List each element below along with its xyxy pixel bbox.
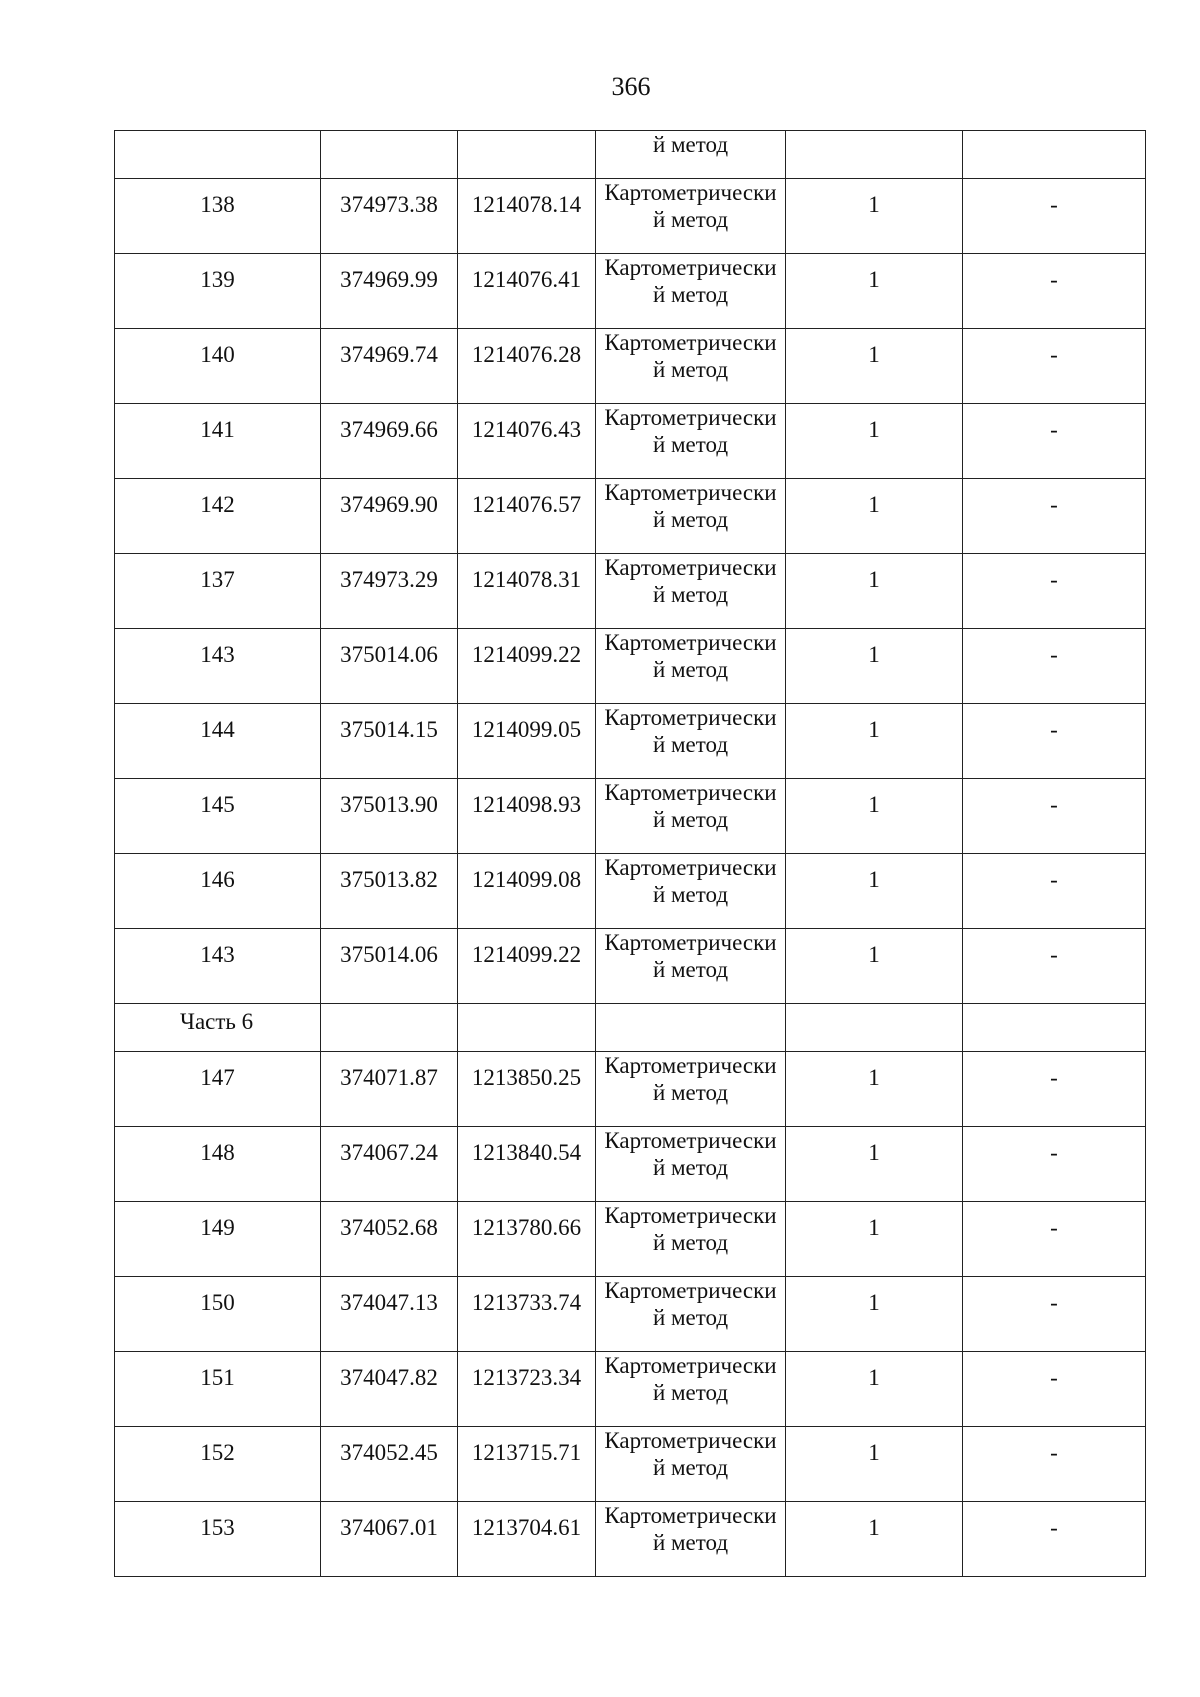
point-cell: 153 <box>115 1502 321 1577</box>
note-cell: - <box>963 704 1146 779</box>
point-cell: 152 <box>115 1427 321 1502</box>
coordinates-table <box>114 130 1146 1577</box>
method-line-2: й метод <box>652 507 729 532</box>
note-cell: - <box>963 1052 1146 1127</box>
method-line-2: й метод <box>652 657 729 682</box>
accuracy-cell: 1 <box>786 629 963 704</box>
x-coordinate-cell: 374969.99 <box>321 254 458 329</box>
method-cell <box>596 929 786 1004</box>
method-cell <box>596 629 786 704</box>
method-line-1: Картометрически <box>604 855 777 880</box>
method-line-2: й метод <box>652 1305 729 1330</box>
y-coordinate-cell: 1214099.22 <box>458 929 596 1004</box>
method-line-1: Картометрически <box>604 555 777 580</box>
table-row <box>115 1502 1146 1577</box>
method-line-2: й метод <box>652 207 729 232</box>
accuracy-cell: 1 <box>786 179 963 254</box>
y-coordinate-cell: 1213704.61 <box>458 1502 596 1577</box>
method-cell <box>596 854 786 929</box>
method-line-2: й метод <box>652 1530 729 1555</box>
table-row <box>115 629 1146 704</box>
accuracy-cell: 1 <box>786 479 963 554</box>
method-line-1: Картометрически <box>604 1353 777 1378</box>
note-cell: - <box>963 779 1146 854</box>
table-row <box>115 404 1146 479</box>
page-number: 366 <box>611 72 651 101</box>
table-row <box>115 179 1146 254</box>
method-line-2: й метод <box>652 282 729 307</box>
y-coordinate-cell: 1213733.74 <box>458 1277 596 1352</box>
point-cell: 142 <box>115 479 321 554</box>
note-cell: - <box>963 254 1146 329</box>
note-cell: - <box>963 329 1146 404</box>
table-row <box>115 779 1146 854</box>
method-cell <box>596 1427 786 1502</box>
note-cell: - <box>963 1352 1146 1427</box>
table-row <box>115 704 1146 779</box>
method-line-1: Картометрически <box>604 480 777 505</box>
method-cell <box>596 1277 786 1352</box>
note-cell: - <box>963 1202 1146 1277</box>
table-row <box>115 854 1146 929</box>
y-coordinate-cell: 1213715.71 <box>458 1427 596 1502</box>
x-coordinate-cell: 375014.06 <box>321 629 458 704</box>
accuracy-cell: 1 <box>786 1202 963 1277</box>
note-cell: - <box>963 479 1146 554</box>
method-cell <box>596 1502 786 1577</box>
x-coordinate-cell: 375014.15 <box>321 704 458 779</box>
method-line-1: Картометрически <box>604 1278 777 1303</box>
y-coordinate-cell: 1214078.14 <box>458 179 596 254</box>
table-row <box>115 1127 1146 1202</box>
y-coordinate-cell: 1213840.54 <box>458 1127 596 1202</box>
point-cell: 146 <box>115 854 321 929</box>
accuracy-cell: 1 <box>786 1052 963 1127</box>
x-coordinate-cell: 374969.66 <box>321 404 458 479</box>
accuracy-cell: 1 <box>786 1277 963 1352</box>
point-cell: 148 <box>115 1127 321 1202</box>
method-line-1: Картометрически <box>604 1203 777 1228</box>
method-line-1: Картометрически <box>604 1428 777 1453</box>
method-line-1: Картометрически <box>604 630 777 655</box>
point-cell: 150 <box>115 1277 321 1352</box>
section-label: Часть 6 <box>115 1004 321 1052</box>
point-cell: 143 <box>115 629 321 704</box>
table-row <box>115 1202 1146 1277</box>
x-coordinate-cell: 375014.06 <box>321 929 458 1004</box>
method-line-1: Картометрически <box>604 780 777 805</box>
accuracy-cell: 1 <box>786 1427 963 1502</box>
method-cell <box>596 329 786 404</box>
x-coordinate-cell: 374052.45 <box>321 1427 458 1502</box>
accuracy-cell: 1 <box>786 779 963 854</box>
y-coordinate-cell: 1214076.57 <box>458 479 596 554</box>
method-line-2: й метод <box>652 1455 729 1480</box>
accuracy-cell: 1 <box>786 854 963 929</box>
method-line-1: Картометрически <box>604 180 777 205</box>
x-coordinate-cell: 374071.87 <box>321 1052 458 1127</box>
table-row <box>115 1352 1146 1427</box>
table-row <box>115 1052 1146 1127</box>
point-cell: 143 <box>115 929 321 1004</box>
accuracy-cell: 1 <box>786 1502 963 1577</box>
accuracy-cell: 1 <box>786 254 963 329</box>
table-row <box>115 554 1146 629</box>
method-cell <box>596 554 786 629</box>
point-cell: 145 <box>115 779 321 854</box>
method-line-1: Картометрически <box>604 930 777 955</box>
accuracy-cell: 1 <box>786 329 963 404</box>
x-coordinate-cell: 374047.82 <box>321 1352 458 1427</box>
y-coordinate-cell: 1214099.22 <box>458 629 596 704</box>
method-cell <box>596 479 786 554</box>
y-coordinate-cell: 1213850.25 <box>458 1052 596 1127</box>
point-cell: 149 <box>115 1202 321 1277</box>
x-coordinate-cell: 374047.13 <box>321 1277 458 1352</box>
method-line-1: Картометрически <box>604 705 777 730</box>
point-cell: 147 <box>115 1052 321 1127</box>
point-cell: 137 <box>115 554 321 629</box>
method-line-2: й метод <box>652 1230 729 1255</box>
method-line-2: й метод <box>652 732 729 757</box>
method-cell <box>596 704 786 779</box>
y-coordinate-cell: 1213780.66 <box>458 1202 596 1277</box>
x-coordinate-cell: 374969.90 <box>321 479 458 554</box>
point-cell: 141 <box>115 404 321 479</box>
note-cell: - <box>963 554 1146 629</box>
method-line-2: й метод <box>652 1155 729 1180</box>
accuracy-cell: 1 <box>786 929 963 1004</box>
y-coordinate-cell: 1214078.31 <box>458 554 596 629</box>
section-header-row <box>115 1004 1146 1052</box>
table-row <box>115 1277 1146 1352</box>
method-cell <box>596 404 786 479</box>
method-line-2: й метод <box>652 1380 729 1405</box>
note-cell: - <box>963 854 1146 929</box>
accuracy-cell: 1 <box>786 404 963 479</box>
table-row <box>115 254 1146 329</box>
y-coordinate-cell: 1214076.41 <box>458 254 596 329</box>
note-cell: - <box>963 1427 1146 1502</box>
x-coordinate-cell: 374067.01 <box>321 1502 458 1577</box>
method-line-2: й метод <box>652 957 729 982</box>
point-cell: 144 <box>115 704 321 779</box>
point-cell: 139 <box>115 254 321 329</box>
method-line-2: й метод <box>652 582 729 607</box>
y-coordinate-cell: 1214098.93 <box>458 779 596 854</box>
note-cell: - <box>963 179 1146 254</box>
x-coordinate-cell: 374973.38 <box>321 179 458 254</box>
method-cell <box>596 1127 786 1202</box>
note-cell: - <box>963 929 1146 1004</box>
note-cell: - <box>963 1502 1146 1577</box>
x-coordinate-cell: 374052.68 <box>321 1202 458 1277</box>
method-line-2: й метод <box>652 432 729 457</box>
x-coordinate-cell: 374067.24 <box>321 1127 458 1202</box>
method-cell <box>596 254 786 329</box>
note-cell: - <box>963 404 1146 479</box>
y-coordinate-cell: 1214076.43 <box>458 404 596 479</box>
method-cell: й метод <box>596 131 786 179</box>
method-line-1: Картометрически <box>604 330 777 355</box>
point-cell: 140 <box>115 329 321 404</box>
method-line-1: Картометрически <box>604 405 777 430</box>
y-coordinate-cell: 1214076.28 <box>458 329 596 404</box>
accuracy-cell: 1 <box>786 704 963 779</box>
method-cell <box>596 1352 786 1427</box>
method-line-2: й метод <box>652 882 729 907</box>
x-coordinate-cell: 375013.90 <box>321 779 458 854</box>
table-row <box>115 479 1146 554</box>
method-line-1: Картометрически <box>604 1053 777 1078</box>
y-coordinate-cell: 1214099.08 <box>458 854 596 929</box>
table-row <box>115 929 1146 1004</box>
accuracy-cell: 1 <box>786 1127 963 1202</box>
method-cell <box>596 1052 786 1127</box>
accuracy-cell: 1 <box>786 554 963 629</box>
method-line-2: й метод <box>652 1080 729 1105</box>
x-coordinate-cell: 374973.29 <box>321 554 458 629</box>
method-line-1: Картометрически <box>604 1503 777 1528</box>
method-cell <box>596 179 786 254</box>
y-coordinate-cell: 1213723.34 <box>458 1352 596 1427</box>
table-row <box>115 329 1146 404</box>
point-cell: 151 <box>115 1352 321 1427</box>
method-cell <box>596 1202 786 1277</box>
method-line-2: й метод <box>652 807 729 832</box>
note-cell: - <box>963 1277 1146 1352</box>
x-coordinate-cell: 375013.82 <box>321 854 458 929</box>
method-line-1: Картометрически <box>604 255 777 280</box>
note-cell: - <box>963 1127 1146 1202</box>
table-row <box>115 1427 1146 1502</box>
note-cell: - <box>963 629 1146 704</box>
x-coordinate-cell: 374969.74 <box>321 329 458 404</box>
y-coordinate-cell: 1214099.05 <box>458 704 596 779</box>
continuation-row <box>115 131 1146 179</box>
method-line-1: Картометрически <box>604 1128 777 1153</box>
method-line-2: й метод <box>652 357 729 382</box>
accuracy-cell: 1 <box>786 1352 963 1427</box>
method-cell <box>596 779 786 854</box>
point-cell: 138 <box>115 179 321 254</box>
